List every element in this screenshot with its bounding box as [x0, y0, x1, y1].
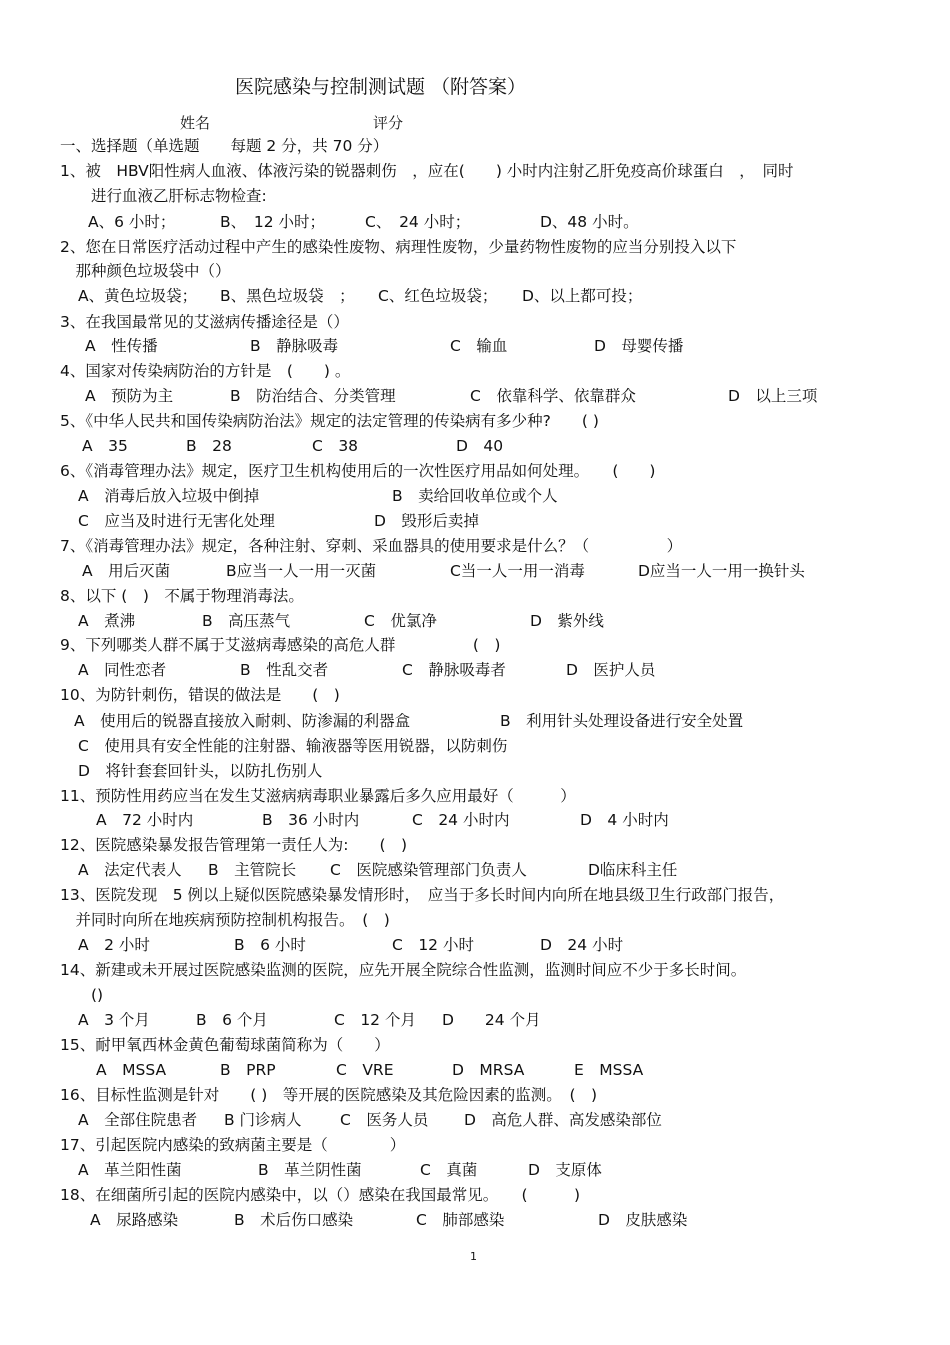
- question-15-option-d: D MRSA: [452, 1061, 525, 1079]
- question-13-text-line-2: 并同时向所在地疾病预防控制机构报告。 ( ): [60, 911, 390, 929]
- question-1-option-c: C、 24 小时；: [365, 213, 471, 231]
- question-1-option-b: B、 12 小时；: [220, 213, 326, 231]
- question-9-option-c: C 静脉吸毒者: [402, 661, 506, 679]
- question-16-option-d: D 高危人群、高发感染部位: [464, 1111, 662, 1129]
- page-title: 医院感染与控制测试题 （附答案）: [235, 76, 527, 98]
- question-1-option-d: D、48 小时。: [540, 213, 639, 231]
- question-5-option-b: B 28: [186, 437, 232, 455]
- question-4-option-a: A 预防为主: [85, 387, 174, 405]
- question-1-option-a: A、6 小时；: [88, 213, 176, 231]
- question-12-option-b: B 主管院长: [208, 861, 297, 879]
- question-9-option-b: B 性乱交者: [240, 661, 329, 679]
- question-15-option-c: C VRE: [336, 1061, 394, 1079]
- question-2-option-d: D、以上都可投；: [522, 287, 643, 305]
- question-6-text: 6、《消毒管理办法》规定，医疗卫生机构使用后的一次性医疗用品如何处理。 ( ): [60, 462, 656, 480]
- question-9-option-a: A 同性恋者: [78, 661, 167, 679]
- question-6-option-b: B 卖给回收单位或个人: [392, 487, 558, 505]
- question-13-option-b: B 6 小时: [234, 936, 306, 954]
- question-3-option-d: D 母婴传播: [594, 337, 684, 355]
- question-16-option-b: B 门诊病人: [224, 1111, 302, 1129]
- question-3-option-b: B 静脉吸毒: [250, 337, 339, 355]
- question-11-option-b: B 36 小时内: [262, 811, 360, 829]
- question-14-option-a: A 3 个月: [78, 1011, 150, 1029]
- question-15-option-e: E MSSA: [574, 1061, 644, 1079]
- question-10-text: 10、为防针刺伤，错误的做法是 ( ): [60, 686, 340, 704]
- question-3-option-c: C 输血: [450, 337, 508, 355]
- question-15-text: 15、耐甲氧西林金黄色葡萄球菌简称为（ ）: [60, 1036, 390, 1054]
- question-8-option-d: D 紫外线: [530, 612, 604, 630]
- page-number: 1: [470, 1250, 477, 1263]
- question-17-option-d: D 支原体: [528, 1161, 602, 1179]
- question-14-option-c: C 12 个月: [334, 1011, 416, 1029]
- question-1-text-line-1: 1、被 HBV阳性病人血液、体液污染的锐器刺伤 ，应在( ) 小时内注射乙肝免疫高价球蛋白 ， 同时: [60, 162, 794, 180]
- score-label: 评分: [373, 114, 404, 132]
- section-title: 一、选择题（单选题 每题 2 分，共 70 分）: [60, 137, 389, 155]
- question-2-option-b: B、黑色垃圾袋 ；: [220, 287, 355, 305]
- question-17-text: 17、引起医院内感染的致病菌主要是（ ）: [60, 1136, 406, 1154]
- question-18-option-a: A 尿路感染: [90, 1211, 179, 1229]
- question-13-option-c: C 12 小时: [392, 936, 474, 954]
- question-1-text-line-2: 进行血液乙肝标志物检查:: [60, 187, 267, 205]
- question-7-option-a: A 用后灭菌: [82, 562, 171, 580]
- question-10-option-a: A 使用后的锐器直接放入耐刺、防渗漏的利器盒: [74, 712, 411, 730]
- question-7-option-d: D应当一人一用一换针头: [638, 562, 805, 580]
- question-18-option-c: C 肺部感染: [416, 1211, 505, 1229]
- question-13-option-a: A 2 小时: [78, 936, 150, 954]
- question-16-text: 16、目标性监测是针对 ( ) 等开展的医院感染及其危险因素的监测。 ( ): [60, 1086, 598, 1104]
- question-3-text: 3、在我国最常见的艾滋病传播途径是（）: [60, 313, 349, 331]
- question-17-option-a: A 革兰阳性菌: [78, 1161, 182, 1179]
- question-17-option-c: C 真菌: [420, 1161, 478, 1179]
- question-9-text: 9、下列哪类人群不属于艾滋病毒感染的高危人群 ( ): [60, 636, 501, 654]
- question-4-text: 4、国家对传染病防治的方针是 ( ) 。: [60, 362, 351, 380]
- question-3-option-a: A 性传播: [85, 337, 158, 355]
- question-14-text-line-2: (): [60, 986, 104, 1004]
- question-5-option-d: D 40: [456, 437, 504, 455]
- question-11-option-c: C 24 小时内: [412, 811, 510, 829]
- question-16-option-c: C 医务人员: [340, 1111, 429, 1129]
- question-11-text: 11、预防性用药应当在发生艾滋病病毒职业暴露后多久应用最好（ ）: [60, 787, 576, 805]
- question-8-option-b: B 高压蒸气: [202, 612, 291, 630]
- question-9-option-d: D 医护人员: [566, 661, 656, 679]
- question-4-option-d: D 以上三项: [728, 387, 818, 405]
- question-7-option-b: B应当一人一用一灭菌: [226, 562, 377, 580]
- question-12-option-d: D临床科主任: [588, 861, 678, 879]
- question-5-text: 5、《中华人民共和国传染病防治法》规定的法定管理的传染病有多少种? ( ): [60, 412, 599, 430]
- question-18-option-d: D 皮肤感染: [598, 1211, 688, 1229]
- question-10-option-b: B 利用针头处理设备进行安全处置: [500, 712, 744, 730]
- question-17-option-b: B 革兰阴性菌: [258, 1161, 362, 1179]
- question-6-option-d: D 毁形后卖掉: [374, 512, 479, 530]
- question-11-option-a: A 72 小时内: [96, 811, 194, 829]
- question-7-option-c: C当一人一用一消毒: [450, 562, 585, 580]
- question-2-option-a: A、黄色垃圾袋；: [78, 287, 198, 305]
- question-13-text-line-1: 13、医院发现 5 例以上疑似医院感染暴发情形时， 应当于多长时间内向所在地县级卫生行政部门报告，: [60, 886, 785, 904]
- question-12-option-a: A 法定代表人: [78, 861, 182, 879]
- question-7-text: 7、《消毒管理办法》规定，各种注射、穿刺、采血器具的使用要求是什么？（ ）: [60, 537, 683, 555]
- question-16-option-a: A 全部住院患者: [78, 1111, 198, 1129]
- question-8-option-a: A 煮沸: [78, 612, 136, 630]
- question-8-option-c: C 优氯净: [364, 612, 437, 630]
- question-18-text: 18、在细菌所引起的医院内感染中，以（）感染在我国最常见。 ( ): [60, 1186, 581, 1204]
- question-8-text: 8、以下 ( ) 不属于物理消毒法。: [60, 587, 304, 605]
- question-14-text-line-1: 14、新建或未开展过医院感染监测的医院，应先开展全院综合性监测，监测时间应不少于多长时间。: [60, 961, 747, 979]
- question-10-option-d: D 将针套套回针头，以防扎伤别人: [78, 762, 323, 780]
- name-label: 姓名: [180, 114, 211, 132]
- question-4-option-b: B 防治结合、分类管理: [230, 387, 396, 405]
- question-18-option-b: B 术后伤口感染: [234, 1211, 354, 1229]
- question-4-option-c: C 依靠科学、依靠群众: [470, 387, 636, 405]
- question-6-option-c: C 应当及时进行无害化处理: [78, 512, 275, 530]
- question-5-option-a: A 35: [82, 437, 128, 455]
- question-12-text: 12、医院感染暴发报告管理第一责任人为: ( ): [60, 836, 408, 854]
- question-14-option-d: D 24 个月: [442, 1011, 541, 1029]
- question-2-option-c: C、红色垃圾袋；: [378, 287, 498, 305]
- question-13-option-d: D 24 小时: [540, 936, 624, 954]
- question-14-option-b: B 6 个月: [196, 1011, 268, 1029]
- question-15-option-b: B PRP: [220, 1061, 276, 1079]
- question-12-option-c: C 医院感染管理部门负责人: [330, 861, 527, 879]
- question-6-option-a: A 消毒后放入垃圾中倒掉: [78, 487, 260, 505]
- question-2-text-line-1: 2、您在日常医疗活动过程中产生的感染性废物、病理性废物，少量药物性废物的应当分别投入以下: [60, 238, 737, 256]
- question-5-option-c: C 38: [312, 437, 359, 455]
- question-11-option-d: D 4 小时内: [580, 811, 669, 829]
- question-2-text-line-2: 那种颜色垃圾袋中（）: [60, 262, 231, 280]
- question-10-option-c: C 使用具有安全性能的注射器、输液器等医用锐器，以防刺伤: [78, 737, 508, 755]
- question-15-option-a: A MSSA: [96, 1061, 167, 1079]
